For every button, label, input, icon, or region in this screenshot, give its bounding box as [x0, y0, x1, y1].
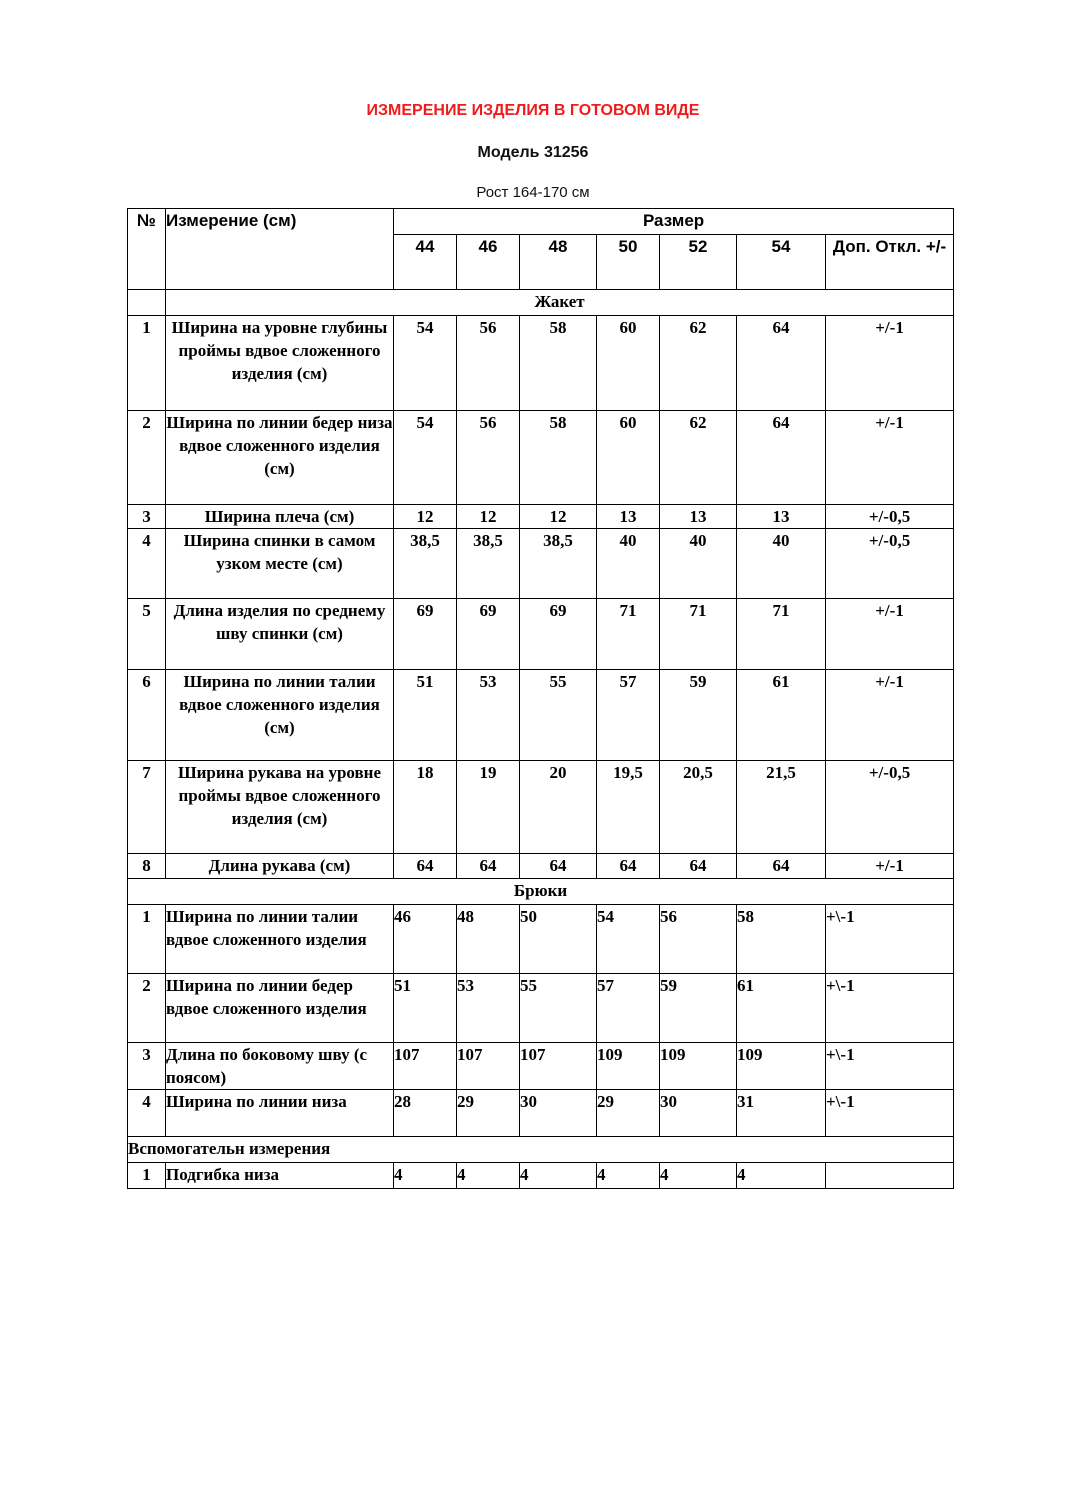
row-measure-name: Ширина на уровне глубины проймы вдвое сложенного изделия (см) — [166, 316, 394, 411]
table-row — [128, 505, 954, 529]
row-measure-name: Ширина по линии низа — [166, 1090, 394, 1137]
row-value: 60 — [597, 316, 660, 411]
table-row — [128, 1163, 954, 1189]
row-value: 58 — [520, 316, 597, 411]
row-value: 71 — [660, 599, 737, 670]
header-size-value: 46 — [457, 235, 520, 290]
row-value: 54 — [394, 316, 457, 411]
row-value: 59 — [660, 974, 737, 1043]
row-value: 4 — [737, 1163, 826, 1189]
row-value: 59 — [660, 670, 737, 761]
row-value: 71 — [597, 599, 660, 670]
row-deviation: +\-1 — [826, 905, 954, 974]
table-row — [128, 670, 954, 761]
row-number: 2 — [128, 974, 166, 1043]
row-value: 51 — [394, 670, 457, 761]
row-value: 20 — [520, 761, 597, 854]
row-value: 4 — [660, 1163, 737, 1189]
row-value: 13 — [597, 505, 660, 529]
row-value: 46 — [394, 905, 457, 974]
row-value: 61 — [737, 670, 826, 761]
row-value: 64 — [737, 411, 826, 505]
header-measure: Измерение (см) — [166, 209, 394, 290]
row-value: 64 — [457, 854, 520, 879]
row-value: 54 — [394, 411, 457, 505]
row-value: 40 — [660, 529, 737, 599]
section-spacer — [128, 290, 166, 316]
row-value: 12 — [457, 505, 520, 529]
row-number: 4 — [128, 1090, 166, 1137]
header-size-value: 44 — [394, 235, 457, 290]
row-value: 38,5 — [457, 529, 520, 599]
row-deviation: +/-0,5 — [826, 505, 954, 529]
row-value: 28 — [394, 1090, 457, 1137]
row-value: 64 — [394, 854, 457, 879]
row-measure-name: Ширина спинки в самом узком месте (см) — [166, 529, 394, 599]
table-row — [128, 599, 954, 670]
row-value: 56 — [457, 411, 520, 505]
row-deviation: +/-0,5 — [826, 529, 954, 599]
row-value: 53 — [457, 670, 520, 761]
table-row — [128, 316, 954, 411]
row-value: 64 — [660, 854, 737, 879]
row-value: 19 — [457, 761, 520, 854]
row-number: 8 — [128, 854, 166, 879]
row-value: 62 — [660, 316, 737, 411]
row-value: 38,5 — [394, 529, 457, 599]
row-value: 109 — [597, 1043, 660, 1090]
row-value: 18 — [394, 761, 457, 854]
row-value: 20,5 — [660, 761, 737, 854]
row-deviation: +/-0,5 — [826, 761, 954, 854]
row-value: 29 — [597, 1090, 660, 1137]
row-value: 38,5 — [520, 529, 597, 599]
model-number: Модель 31256 — [477, 144, 589, 161]
row-value: 21,5 — [737, 761, 826, 854]
row-value: 30 — [520, 1090, 597, 1137]
row-value: 55 — [520, 974, 597, 1043]
row-measure-name: Ширина по линии талии вдвое сложенного изделия (см) — [166, 670, 394, 761]
row-number: 3 — [128, 505, 166, 529]
row-deviation: +\-1 — [826, 1090, 954, 1137]
row-deviation: +/-1 — [826, 670, 954, 761]
row-value: 58 — [520, 411, 597, 505]
row-number: 7 — [128, 761, 166, 854]
row-value: 60 — [597, 411, 660, 505]
document-title: ИЗМЕРЕНИЕ ИЗДЕЛИЯ В ГОТОВОМ ВИДЕ — [366, 102, 700, 119]
row-value: 57 — [597, 670, 660, 761]
row-deviation: +/-1 — [826, 411, 954, 505]
row-value: 4 — [457, 1163, 520, 1189]
row-value: 29 — [457, 1090, 520, 1137]
row-value: 40 — [737, 529, 826, 599]
row-value: 12 — [520, 505, 597, 529]
row-number: 3 — [128, 1043, 166, 1090]
table-row — [128, 854, 954, 879]
row-value: 13 — [660, 505, 737, 529]
row-value: 64 — [597, 854, 660, 879]
row-value: 54 — [597, 905, 660, 974]
row-value: 69 — [520, 599, 597, 670]
row-value: 13 — [737, 505, 826, 529]
row-deviation: +\-1 — [826, 974, 954, 1043]
row-measure-name: Подгибка низа — [166, 1163, 394, 1189]
header-size-value: 54 — [737, 235, 826, 290]
row-value: 4 — [597, 1163, 660, 1189]
row-number: 4 — [128, 529, 166, 599]
row-value: 107 — [520, 1043, 597, 1090]
row-number: 5 — [128, 599, 166, 670]
header-size-value: 50 — [597, 235, 660, 290]
row-value: 64 — [737, 854, 826, 879]
row-deviation: +/-1 — [826, 854, 954, 879]
row-deviation — [826, 1163, 954, 1189]
row-value: 40 — [597, 529, 660, 599]
header-row — [128, 209, 954, 235]
row-value: 48 — [457, 905, 520, 974]
row-value: 69 — [457, 599, 520, 670]
table-row — [128, 1090, 954, 1137]
table-row — [128, 529, 954, 599]
table-row — [128, 761, 954, 854]
row-value: 55 — [520, 670, 597, 761]
row-value: 12 — [394, 505, 457, 529]
row-value: 64 — [520, 854, 597, 879]
row-value: 53 — [457, 974, 520, 1043]
row-value: 4 — [520, 1163, 597, 1189]
section-row-jacket — [128, 290, 954, 316]
row-number: 6 — [128, 670, 166, 761]
section-row-trousers — [128, 879, 954, 905]
header-size: Размер — [394, 209, 954, 235]
measurement-table — [127, 208, 954, 1189]
row-value: 30 — [660, 1090, 737, 1137]
header-size-value: 52 — [660, 235, 737, 290]
row-number: 1 — [128, 316, 166, 411]
section-title-jacket: Жакет — [166, 290, 954, 316]
table-row — [128, 974, 954, 1043]
row-value: 107 — [394, 1043, 457, 1090]
row-number: 2 — [128, 411, 166, 505]
height-range: Рост 164-170 см — [476, 184, 590, 201]
row-deviation: +\-1 — [826, 1043, 954, 1090]
row-value: 71 — [737, 599, 826, 670]
row-number: 1 — [128, 1163, 166, 1189]
row-value: 57 — [597, 974, 660, 1043]
header-size-value: 48 — [520, 235, 597, 290]
header-number: № — [128, 209, 166, 290]
row-value: 109 — [660, 1043, 737, 1090]
section-row-auxiliary — [128, 1137, 954, 1163]
row-measure-name: Длина рукава (см) — [166, 854, 394, 879]
row-deviation: +/-1 — [826, 316, 954, 411]
row-measure-name: Длина изделия по среднему шву спинки (см) — [166, 599, 394, 670]
row-measure-name: Ширина плеча (см) — [166, 505, 394, 529]
row-measure-name: Ширина по линии талии вдвое сложенного изделия — [166, 905, 394, 974]
table-row — [128, 411, 954, 505]
row-measure-name: Ширина по линии бедер низа вдвое сложенного изделия (см) — [166, 411, 394, 505]
row-value: 61 — [737, 974, 826, 1043]
row-measure-name: Ширина рукава на уровне проймы вдвое сложенного изделия (см) — [166, 761, 394, 854]
row-value: 64 — [737, 316, 826, 411]
row-number: 1 — [128, 905, 166, 974]
row-value: 56 — [660, 905, 737, 974]
table-row — [128, 905, 954, 974]
row-measure-name: Ширина по линии бедер вдвое сложенного изделия — [166, 974, 394, 1043]
section-title-trousers: Брюки — [128, 879, 954, 905]
row-value: 51 — [394, 974, 457, 1043]
row-value: 58 — [737, 905, 826, 974]
row-value: 109 — [737, 1043, 826, 1090]
row-value: 50 — [520, 905, 597, 974]
table-row — [128, 1043, 954, 1090]
row-value: 56 — [457, 316, 520, 411]
row-value: 4 — [394, 1163, 457, 1189]
section-title-auxiliary: Вспомогательн измерения — [128, 1137, 954, 1163]
header-deviation: Доп. Откл. +/- — [826, 235, 954, 290]
row-value: 19,5 — [597, 761, 660, 854]
row-value: 62 — [660, 411, 737, 505]
row-value: 31 — [737, 1090, 826, 1137]
row-measure-name: Длина по боковому шву (с поясом) — [166, 1043, 394, 1090]
row-value: 107 — [457, 1043, 520, 1090]
row-value: 69 — [394, 599, 457, 670]
row-deviation: +/-1 — [826, 599, 954, 670]
